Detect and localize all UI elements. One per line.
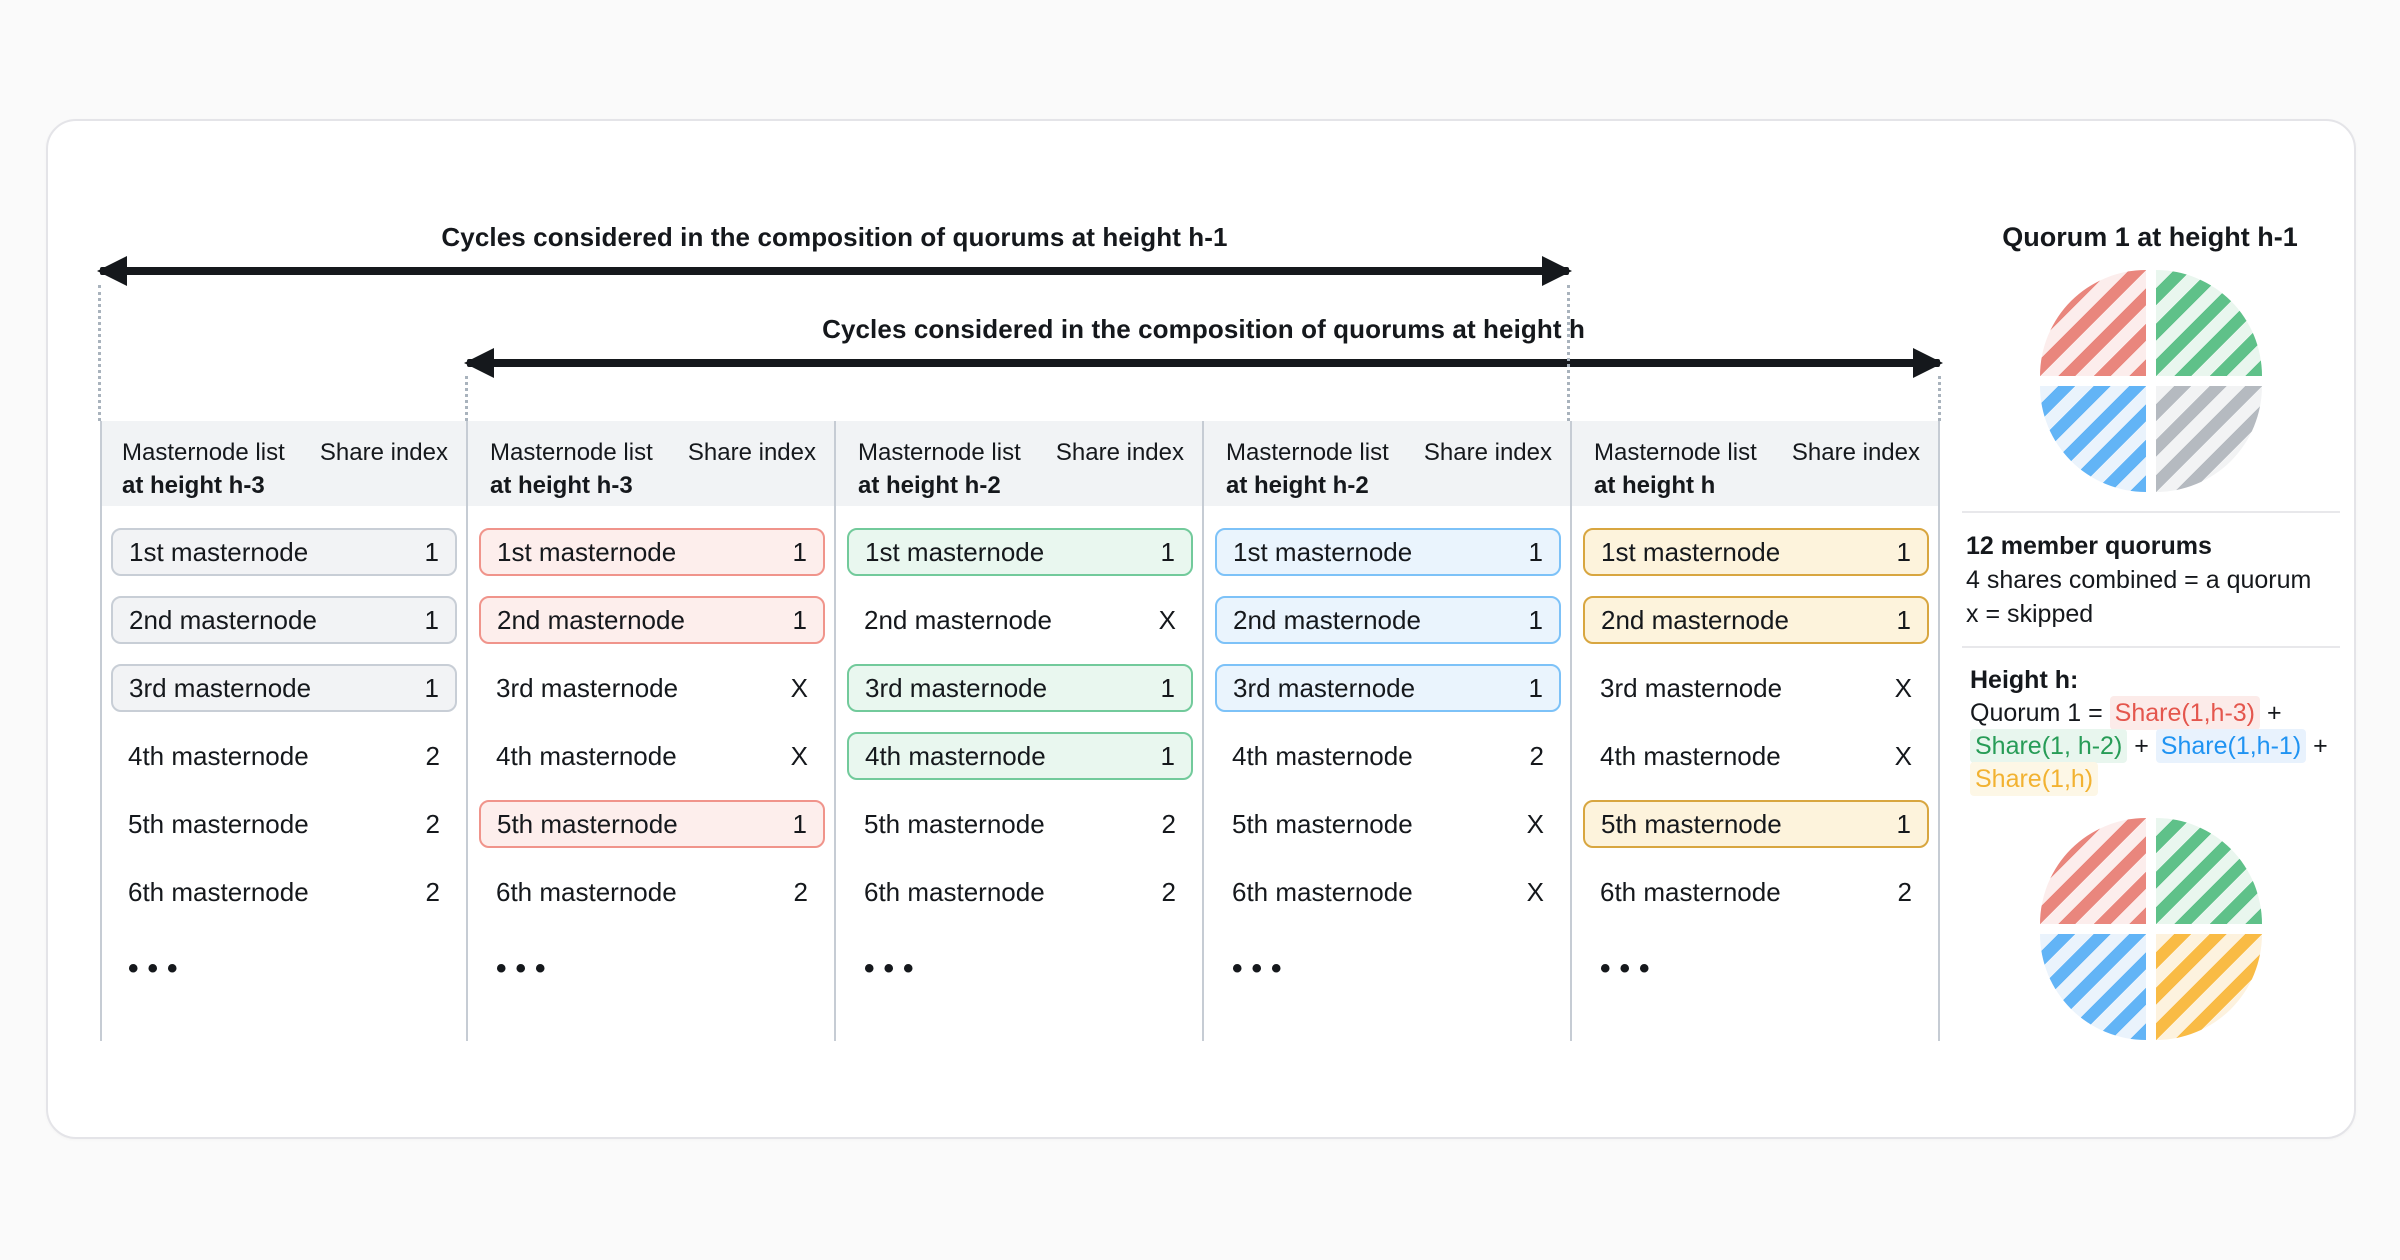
masternode-row bbox=[1215, 664, 1561, 712]
share-index-value: 1 bbox=[1896, 604, 1911, 635]
masternode-name: 3rd masternode bbox=[496, 672, 679, 703]
share-index-value: X bbox=[1526, 876, 1544, 907]
column-height-label: at height h-2 bbox=[858, 472, 1001, 499]
masternode-name: 5th masternode bbox=[497, 808, 678, 839]
masternode-name: 4th masternode bbox=[1600, 740, 1781, 771]
share-index-header: Share index bbox=[687, 439, 816, 466]
guide-dotted-line bbox=[465, 376, 468, 421]
share-index-value: 1 bbox=[1160, 672, 1175, 703]
masternode-name: 2nd masternode bbox=[1601, 604, 1789, 635]
ellipsis: ••• bbox=[864, 952, 923, 985]
column-header bbox=[1204, 421, 1572, 506]
guide-dotted-line bbox=[98, 285, 101, 421]
formula-segment-green: Share(1, h-2) bbox=[1970, 729, 2127, 763]
masternode-name: 1st masternode bbox=[129, 536, 309, 567]
column-header-line1 bbox=[1594, 438, 1920, 468]
share-index-header: Share index bbox=[319, 439, 448, 466]
masternode-row bbox=[111, 528, 457, 576]
share-index-value: X bbox=[790, 672, 808, 703]
masternode-column-2 bbox=[468, 421, 836, 1041]
masternode-row bbox=[1583, 800, 1929, 848]
share-index-value: 1 bbox=[424, 672, 439, 703]
masternode-name: 6th masternode bbox=[864, 876, 1045, 907]
formula-segment-plain: Quorum 1 = bbox=[1970, 699, 2110, 727]
masternode-row bbox=[836, 868, 1204, 916]
masternode-name: 2nd masternode bbox=[129, 604, 317, 635]
formula-segment-plain: + bbox=[2306, 732, 2328, 760]
arrowhead-left-icon bbox=[464, 348, 494, 378]
masternode-row bbox=[479, 528, 825, 576]
column-height-label: at height h bbox=[1594, 472, 1716, 499]
pie-quadrant-blue bbox=[2040, 386, 2146, 492]
masternode-name: 1st masternode bbox=[1601, 536, 1781, 567]
masternode-row bbox=[111, 664, 457, 712]
arrow1 bbox=[100, 267, 1569, 275]
formula-segment-yellow: Share(1,h) bbox=[1970, 762, 2098, 796]
masternode-row bbox=[1583, 596, 1929, 644]
column-header-line1 bbox=[490, 438, 816, 468]
share-index-value: X bbox=[1526, 808, 1544, 839]
column-separator bbox=[834, 421, 836, 1041]
ellipsis: ••• bbox=[1600, 952, 1659, 985]
height-h-block bbox=[1970, 664, 2328, 796]
masternode-row bbox=[1572, 868, 1940, 916]
share-index-value: 1 bbox=[1528, 604, 1543, 635]
masternode-row bbox=[100, 868, 468, 916]
formula-line bbox=[1970, 697, 2328, 730]
masternode-name: 4th masternode bbox=[128, 740, 309, 771]
arrowhead-right-icon bbox=[1542, 256, 1572, 286]
share-index-value: 1 bbox=[792, 808, 807, 839]
share-index-value: 1 bbox=[792, 604, 807, 635]
masternode-name: 3rd masternode bbox=[865, 672, 1048, 703]
masternode-name: 5th masternode bbox=[128, 808, 309, 839]
column-separator bbox=[100, 421, 102, 1041]
masternode-name: 4th masternode bbox=[1232, 740, 1413, 771]
formula-segment-red: Share(1,h-3) bbox=[2110, 696, 2260, 730]
masternode-row bbox=[100, 800, 468, 848]
masternode-name: 3rd masternode bbox=[1233, 672, 1416, 703]
share-index-value: 1 bbox=[1160, 536, 1175, 567]
ellipsis: ••• bbox=[128, 952, 187, 985]
masternode-row bbox=[111, 596, 457, 644]
column-header-title: Masternode list bbox=[490, 439, 653, 466]
share-index-value: 2 bbox=[1161, 876, 1176, 907]
masternode-row bbox=[479, 596, 825, 644]
column-header-line1 bbox=[858, 438, 1184, 468]
arrow2 bbox=[467, 359, 1940, 367]
pie-quadrant-gray bbox=[2156, 386, 2262, 492]
guide-dotted-line bbox=[1567, 285, 1570, 421]
masternode-name: 1st masternode bbox=[1233, 536, 1413, 567]
quorum-pie-bottom bbox=[2040, 818, 2262, 1040]
masternode-name: 2nd masternode bbox=[864, 604, 1052, 635]
masternode-row bbox=[1215, 528, 1561, 576]
arrowhead-left-icon bbox=[97, 256, 127, 286]
arrowhead-right-icon bbox=[1913, 348, 1943, 378]
formula-segment-blue: Share(1,h-1) bbox=[2156, 729, 2306, 763]
column-header bbox=[836, 421, 1204, 506]
arrow1-label: Cycles considered in the composition of quorums at height h-1 bbox=[441, 222, 1228, 252]
pie-quadrant-blue bbox=[2040, 934, 2146, 1040]
masternode-row bbox=[1215, 596, 1561, 644]
column-separator bbox=[1202, 421, 1204, 1041]
guide-dotted-line bbox=[1938, 376, 1941, 421]
masternode-name: 6th masternode bbox=[1232, 876, 1413, 907]
masternode-row bbox=[468, 868, 836, 916]
share-index-value: 1 bbox=[424, 536, 439, 567]
masternode-column-5 bbox=[1572, 421, 1940, 1041]
masternode-column-1 bbox=[100, 421, 468, 1041]
pie-quadrant-red bbox=[2040, 818, 2146, 924]
share-index-value: 2 bbox=[1897, 876, 1912, 907]
share-index-value: 1 bbox=[1528, 672, 1543, 703]
column-separator bbox=[1938, 421, 1940, 1041]
masternode-name: 5th masternode bbox=[864, 808, 1045, 839]
column-header-title: Masternode list bbox=[122, 439, 285, 466]
masternode-name: 6th masternode bbox=[1600, 876, 1781, 907]
share-index-value: 2 bbox=[425, 808, 440, 839]
pie-quadrant-green bbox=[2156, 818, 2262, 924]
column-header bbox=[100, 421, 468, 506]
share-index-header: Share index bbox=[1791, 439, 1920, 466]
masternode-row bbox=[1204, 732, 1572, 780]
masternode-name: 5th masternode bbox=[1601, 808, 1782, 839]
masternode-row bbox=[468, 732, 836, 780]
column-header-title: Masternode list bbox=[1594, 439, 1757, 466]
masternode-name: 4th masternode bbox=[865, 740, 1046, 771]
pie-quadrant-yellow bbox=[2156, 934, 2262, 1040]
masternode-row bbox=[1583, 528, 1929, 576]
masternode-name: 2nd masternode bbox=[497, 604, 685, 635]
masternode-name: 3rd masternode bbox=[1600, 672, 1783, 703]
column-header-title: Masternode list bbox=[858, 439, 1021, 466]
masternode-row bbox=[1572, 664, 1940, 712]
masternode-row bbox=[1572, 732, 1940, 780]
masternode-name: 4th masternode bbox=[496, 740, 677, 771]
masternode-row bbox=[847, 664, 1193, 712]
share-index-value: 2 bbox=[793, 876, 808, 907]
column-height-label: at height h-3 bbox=[122, 472, 265, 499]
share-index-value: 1 bbox=[424, 604, 439, 635]
masternode-name: 1st masternode bbox=[865, 536, 1045, 567]
panel-separator bbox=[1962, 646, 2340, 648]
masternode-name: 3rd masternode bbox=[129, 672, 312, 703]
share-index-value: 1 bbox=[792, 536, 807, 567]
masternode-name: 6th masternode bbox=[128, 876, 309, 907]
share-index-value: X bbox=[1894, 740, 1912, 771]
masternode-column-3 bbox=[836, 421, 1204, 1041]
masternode-row bbox=[1204, 868, 1572, 916]
height-h-title: Height h: bbox=[1970, 666, 2079, 694]
column-header-title: Masternode list bbox=[1226, 439, 1389, 466]
share-index-value: X bbox=[1894, 672, 1912, 703]
formula-lines bbox=[1970, 697, 2328, 796]
masternode-row bbox=[479, 800, 825, 848]
quorum-legend bbox=[1966, 529, 2311, 631]
ellipsis: ••• bbox=[496, 952, 555, 985]
formula-line bbox=[1970, 730, 2328, 763]
column-header-line1 bbox=[1226, 438, 1552, 468]
masternode-column-4 bbox=[1204, 421, 1572, 1041]
share-index-value: 1 bbox=[1528, 536, 1543, 567]
pie-quadrant-green bbox=[2156, 270, 2262, 376]
masternode-row bbox=[847, 528, 1193, 576]
pie-quadrant-red bbox=[2040, 270, 2146, 376]
share-index-value: 2 bbox=[425, 876, 440, 907]
panel-separator bbox=[1962, 511, 2340, 513]
masternode-row bbox=[100, 732, 468, 780]
share-index-value: X bbox=[790, 740, 808, 771]
formula-line bbox=[1970, 763, 2328, 796]
quorum-title: Quorum 1 at height h-1 bbox=[2002, 222, 2298, 252]
column-height-label: at height h-2 bbox=[1226, 472, 1369, 499]
quorum-pie-top bbox=[2040, 270, 2262, 492]
legend-line: x = skipped bbox=[1966, 600, 2094, 628]
share-index-value: 2 bbox=[1529, 740, 1544, 771]
arrow2-label: Cycles considered in the composition of quorums at height h bbox=[822, 314, 1585, 344]
masternode-name: 1st masternode bbox=[497, 536, 677, 567]
masternode-table bbox=[100, 421, 1940, 1041]
formula-segment-plain: + bbox=[2260, 699, 2282, 727]
masternode-name: 2nd masternode bbox=[1233, 604, 1421, 635]
column-header bbox=[468, 421, 836, 506]
share-index-value: 2 bbox=[1161, 808, 1176, 839]
masternode-row bbox=[1204, 800, 1572, 848]
masternode-row bbox=[468, 664, 836, 712]
masternode-row bbox=[836, 596, 1204, 644]
share-index-value: X bbox=[1158, 604, 1176, 635]
share-index-value: 1 bbox=[1160, 740, 1175, 771]
column-header bbox=[1572, 421, 1940, 506]
column-header-line1 bbox=[122, 438, 448, 468]
share-index-value: 1 bbox=[1896, 808, 1911, 839]
ellipsis: ••• bbox=[1232, 952, 1291, 985]
formula-segment-plain: + bbox=[2127, 732, 2156, 760]
column-separator bbox=[1570, 421, 1572, 1041]
masternode-name: 5th masternode bbox=[1232, 808, 1413, 839]
share-index-value: 1 bbox=[1896, 536, 1911, 567]
legend-line: 4 shares combined = a quorum bbox=[1966, 566, 2312, 594]
masternode-row bbox=[847, 732, 1193, 780]
column-height-label: at height h-3 bbox=[490, 472, 633, 499]
share-index-value: 2 bbox=[425, 740, 440, 771]
masternode-row bbox=[836, 800, 1204, 848]
masternode-name: 6th masternode bbox=[496, 876, 677, 907]
share-index-header: Share index bbox=[1423, 439, 1552, 466]
share-index-header: Share index bbox=[1055, 439, 1184, 466]
legend-title: 12 member quorums bbox=[1966, 532, 2212, 560]
column-separator bbox=[466, 421, 468, 1041]
